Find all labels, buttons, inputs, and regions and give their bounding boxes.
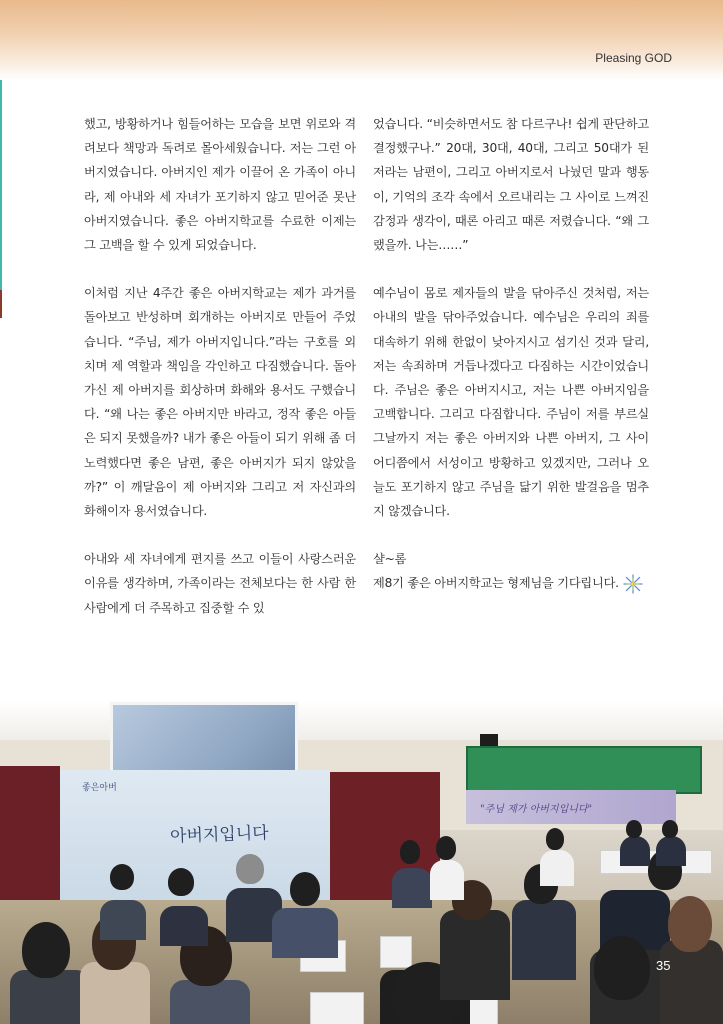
person [80, 962, 150, 1024]
purple-banner-text: "주님 제가 아버지입니다" [480, 804, 593, 815]
table [380, 936, 412, 968]
event-photo [0, 700, 723, 1024]
person [290, 872, 320, 906]
top-decor-band [0, 0, 723, 80]
person [430, 860, 464, 900]
closing-greeting: 샬~롬 [373, 552, 407, 567]
stage-banner-logo-text: 좋은아버 [82, 783, 117, 793]
person [540, 850, 574, 886]
person [662, 820, 678, 838]
person [594, 936, 650, 1000]
person [170, 980, 250, 1024]
person [660, 940, 723, 1024]
closing-signoff-line [373, 571, 649, 595]
person [110, 864, 134, 890]
person [168, 868, 194, 896]
person [626, 820, 642, 838]
person [160, 906, 208, 946]
stage-banner-text: 아버지입니다 [169, 823, 269, 847]
paragraph: 했고, 방황하거나 힘들어하는 모습을 보면 위로와 격려보다 책망과 독려로 몰아세웠습니다. 저는 그런 아버지였습니다. 아버지인 제가 이끌어 온 가족이 아니라, 제 아내와 세 자녀가 포기하지 않고 믿어준 못난 아버지였습니다. 좋은 아버지학교를 수료한 이제는 그 고백을 할 수 있게 되었습니다. [84, 117, 356, 253]
closing-signoff: 제8기 좋은 아버지학교는 형제님을 기다립니다. [373, 576, 619, 591]
page-number: 35 [656, 958, 671, 973]
person [236, 854, 264, 884]
left-accent-bar-dark [0, 290, 2, 318]
green-banner [466, 746, 702, 794]
table [310, 992, 364, 1024]
person [392, 868, 432, 908]
left-column [84, 112, 356, 644]
photo-ceiling [0, 700, 723, 740]
person [668, 896, 712, 952]
section-title: Pleasing GOD [595, 51, 672, 65]
person [272, 908, 338, 958]
person [400, 840, 420, 864]
paragraph: 이처럼 지난 4주간 좋은 아버지학교는 제가 과거를 돌아보고 반성하며 회개하는 아버지로 만들어 주었습니다. “주님, 제가 아버지입니다.”라는 구호를 외치며 제 역할과 책임을 각인하고 다짐했습니다. 돌아가신 제 아버지를 회상하며 화해와 용서도 구했습니다. “왜 나는 좋은 아버지만 바라고, 정작 좋은 아들은 되지 못했을까? 내가 좋은 아들이 되기 위해 좀 더 노력했다면 좋은 남편, 좋은 아버지가 되지 않았을까?” 이 깨달음이 제 아버지와 그리고 저 자신과의 화해이자 용서였습니다. [84, 286, 356, 519]
person [100, 900, 146, 940]
person [22, 922, 70, 978]
person [436, 836, 456, 860]
left-accent-bar [0, 80, 2, 290]
person [620, 836, 650, 866]
person [656, 836, 686, 866]
person [512, 900, 576, 980]
paragraph: 아내와 세 자녀에게 편지를 쓰고 이들이 사랑스러운 이유를 생각하며, 가족이라는 전체보다는 한 사람 한 사람에게 더 주목하고 집중할 수 있 [84, 552, 356, 615]
paragraph: 었습니다. “비슷하면서도 참 다르구나! 쉽게 판단하고 결정했구나.” 20대, 30대, 40대, 그리고 50대가 된 저라는 남편이, 그리고 아버지로서 나눴던 말과 행동이, 기억의 조각 속에서 오르내리는 그 사이로 느껴진 감정과 생각이, 때론 아리고 때론 저렸습니다. “왜 그랬을까. 나는……” [373, 117, 649, 253]
person [10, 970, 90, 1024]
person [546, 828, 564, 850]
right-column [373, 112, 649, 620]
person [440, 910, 510, 1000]
paragraph: 예수님이 몸로 제자들의 발을 닦아주신 것처럼, 저는 아내의 발을 닦아주었습니다. 예수님은 우리의 죄를 대속하기 위해 한없이 낮아지시고 섬기신 것과 달리, 저는 속죄하며 거듭나겠다고 다짐하는 시간이었습니다. 주님은 좋은 아버지시고, 저는 나쁜 아버지임을 고백합니다. 그리고 다짐합니다. 주님이 저를 부르실 그날까지 저는 좋은 아버지와 나쁜 아버지, 그 사이 어디쯤에서 서성이고 방황하고 있겠지만, 그러나 오늘도 포기하지 않고 주님을 닮기 위한 발걸음을 멈추지 않겠습니다. [373, 286, 649, 519]
sparkle-icon [623, 574, 643, 594]
